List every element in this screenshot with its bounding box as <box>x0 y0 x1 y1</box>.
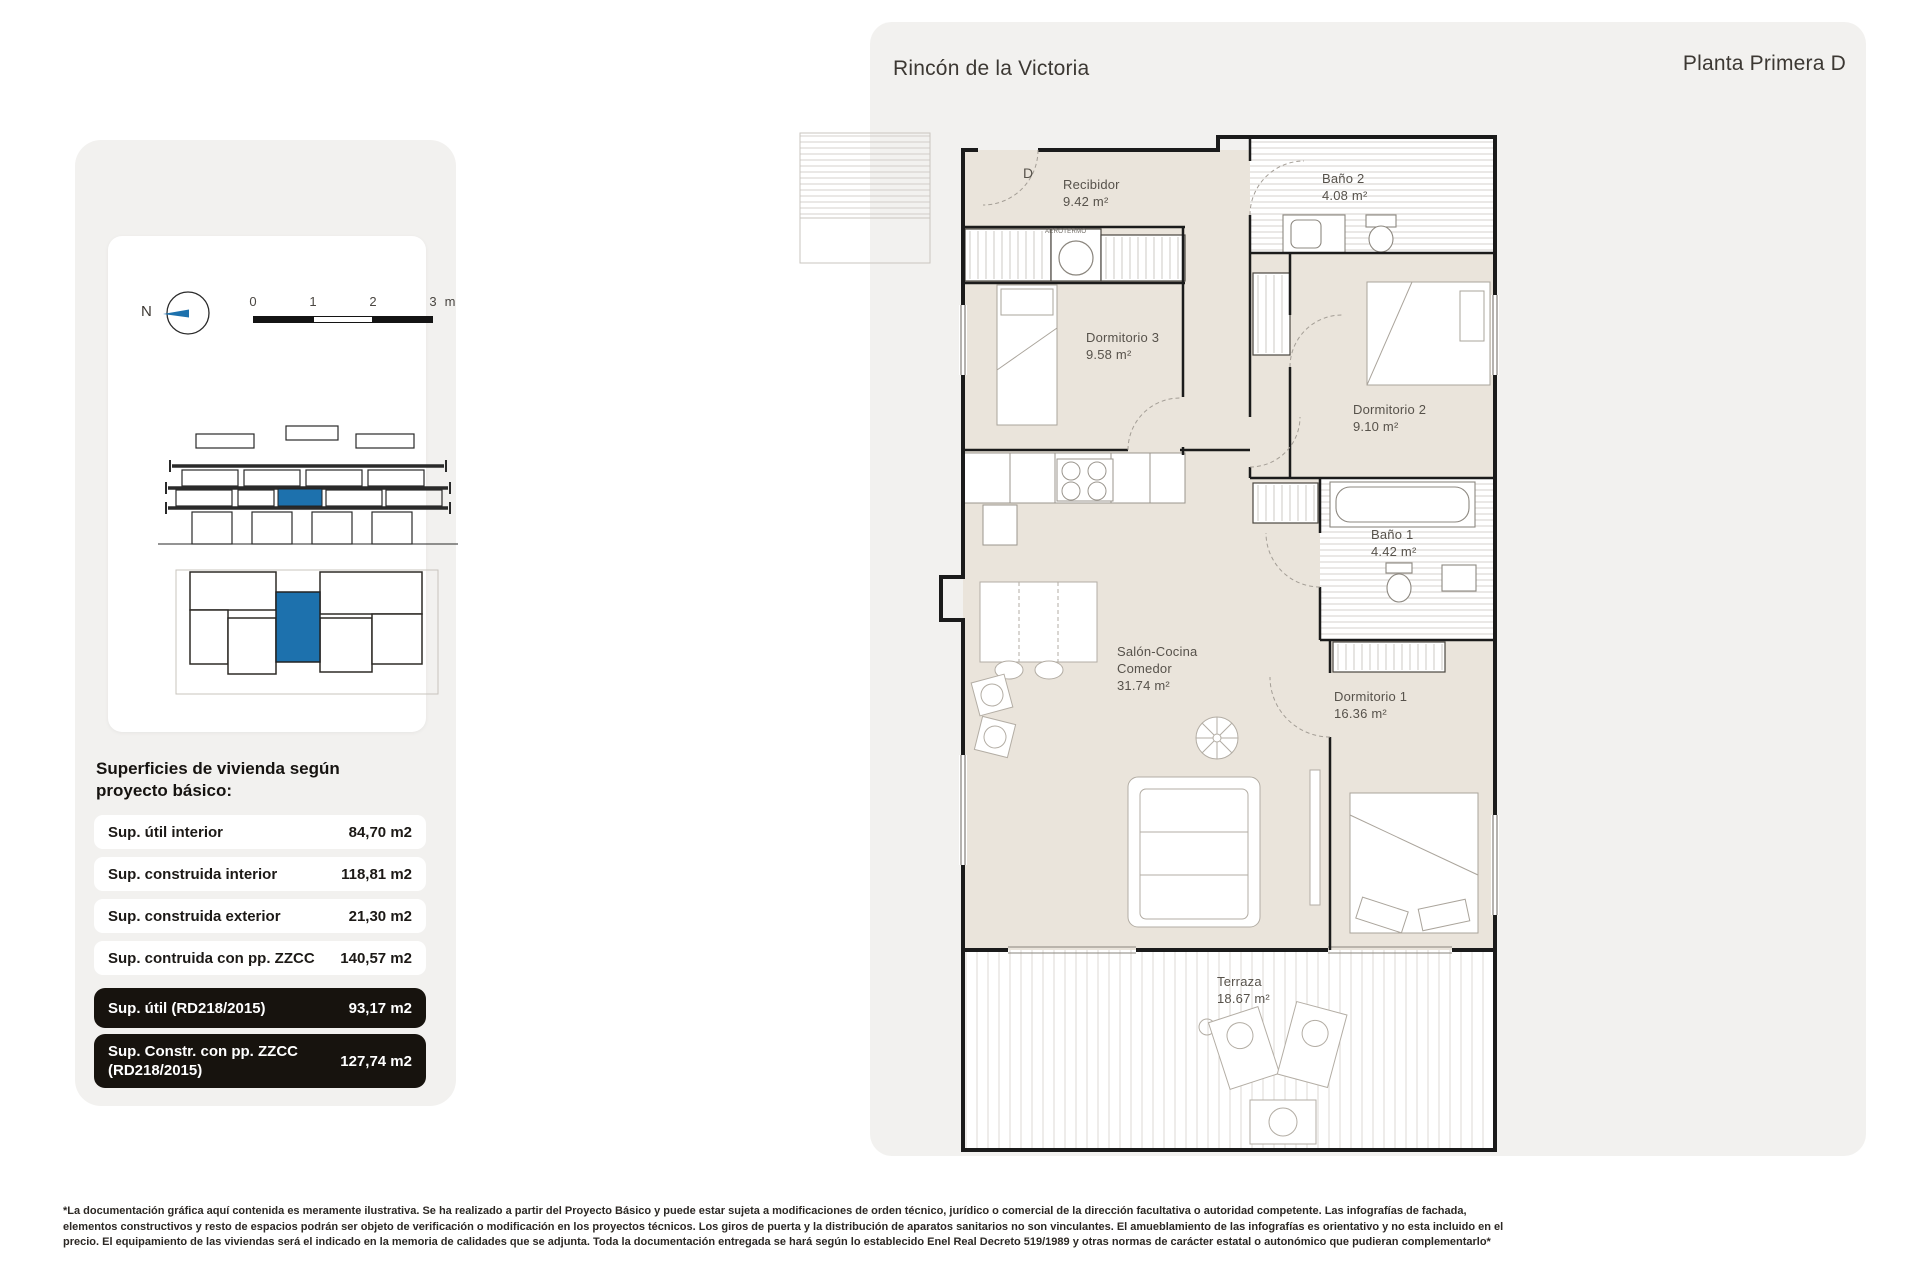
area-row-label: Sup. construida interior <box>108 865 278 883</box>
room-name: Baño 2 <box>1322 171 1365 186</box>
area-row-highlighted <box>94 1034 426 1088</box>
highlighted-unit-elevation <box>278 489 322 506</box>
room-name: Dormitorio 1 <box>1334 689 1408 704</box>
project-title: Rincón de la Victoria <box>893 57 1090 80</box>
scale-segment <box>253 316 313 323</box>
compass-icon <box>128 290 218 342</box>
landing-sketch <box>800 133 930 263</box>
floor-key-diagram <box>170 566 450 704</box>
scale-segment <box>373 316 433 323</box>
room-label-bano1 <box>1371 526 1416 560</box>
room-area: 9.10 m² <box>1353 419 1399 434</box>
area-row <box>94 857 426 891</box>
legal-disclaimer: *La documentación gráfica aquí contenida es meramente ilustrativa. Se ha realizado a partir del Proyecto Básico y puede estar sujeta a modificaciones de orden técnico, jurídico o comercial de la dirección facultativa o autoridad competente. Las infografías de fachada, elementos constructivos y resto de espacios podrán ser objeto de verificación o modificación en los proyectos técnicos. Los giros de puerta y la distribución de aparatos sanitarios no son vinculantes. El amueblamiento de las infografías es orientativo y no esta incluido en el precio. El equipamiento de las viviendas será el indicado en la memoria de calidades que se adjunta. Toda la documentación entregada se hará según lo establecido Enel Real Decreto 519/1989 y otras normas de carácter estatal o autonómico que pudieran complementarlo* <box>63 1205 1504 1248</box>
area-row-label: Sup. útil interior <box>108 823 223 841</box>
scale-tick: 3 <box>429 294 437 309</box>
floor-plan-drawing <box>780 115 1510 1165</box>
scale-tick: 2 <box>369 294 377 309</box>
scale-segment <box>313 316 373 323</box>
area-row-highlighted <box>94 988 426 1028</box>
area-row-value: 84,70 m2 <box>348 823 412 841</box>
room-name: Dormitorio 2 <box>1353 402 1427 417</box>
room-area: 9.58 m² <box>1086 347 1132 362</box>
room-name: Dormitorio 3 <box>1086 330 1160 345</box>
plan-title: Planta Primera D <box>1682 52 1846 75</box>
area-row-value: 118,81 m2 <box>341 865 412 883</box>
aerotermo-label: AEROTERMO <box>1045 229 1087 235</box>
building-elevation-diagram <box>158 420 458 550</box>
room-area: 9.42 m² <box>1063 194 1109 209</box>
scale-tick: 1 <box>309 294 317 309</box>
room-area: 4.08 m² <box>1322 188 1368 203</box>
room-name: Salón-Cocina Comedor <box>1117 644 1198 676</box>
area-row-label: Sup. contruida con pp. ZZCC <box>108 949 315 967</box>
room-label-dormitorio2 <box>1353 401 1426 435</box>
highlighted-unit-key <box>276 592 320 662</box>
area-row-value: 140,57 m2 <box>340 949 412 967</box>
room-label-recibidor <box>1063 176 1120 210</box>
area-row-label: Sup. Constr. con pp. ZZCC (RD218/2015) <box>108 1043 298 1079</box>
area-row-label: Sup. construida exterior <box>108 907 281 925</box>
area-row <box>94 815 426 849</box>
area-row-value: 127,74 m2 <box>340 1052 412 1070</box>
room-label-dormitorio3 <box>1086 329 1159 363</box>
unit-letter: D <box>1023 165 1034 181</box>
room-area: 4.42 m² <box>1371 544 1417 559</box>
room-name: Recibidor <box>1063 177 1120 192</box>
room-name: Terraza <box>1217 974 1262 989</box>
room-label-terraza <box>1217 973 1270 1007</box>
room-area: 18.67 m² <box>1217 991 1270 1006</box>
area-row-label: Sup. útil (RD218/2015) <box>108 999 266 1017</box>
room-area: 16.36 m² <box>1334 706 1387 721</box>
area-row <box>94 899 426 933</box>
room-label-dormitorio1 <box>1334 688 1407 722</box>
scale-tick: 0 <box>249 294 257 309</box>
scale-unit: m <box>444 294 456 309</box>
room-label-bano2 <box>1322 170 1367 204</box>
area-row <box>94 941 426 975</box>
room-label-salon <box>1117 643 1213 694</box>
compass-north-label: N <box>141 303 152 320</box>
area-row-value: 93,17 m2 <box>348 999 412 1017</box>
scale-bar <box>249 294 469 328</box>
areas-heading-line2: proyecto básico: <box>96 781 233 800</box>
room-area: 31.74 m² <box>1117 678 1170 693</box>
area-row-value: 21,30 m2 <box>348 907 412 925</box>
room-name: Baño 1 <box>1371 527 1414 542</box>
areas-heading-line1: Superficies de vivienda según <box>96 759 340 778</box>
